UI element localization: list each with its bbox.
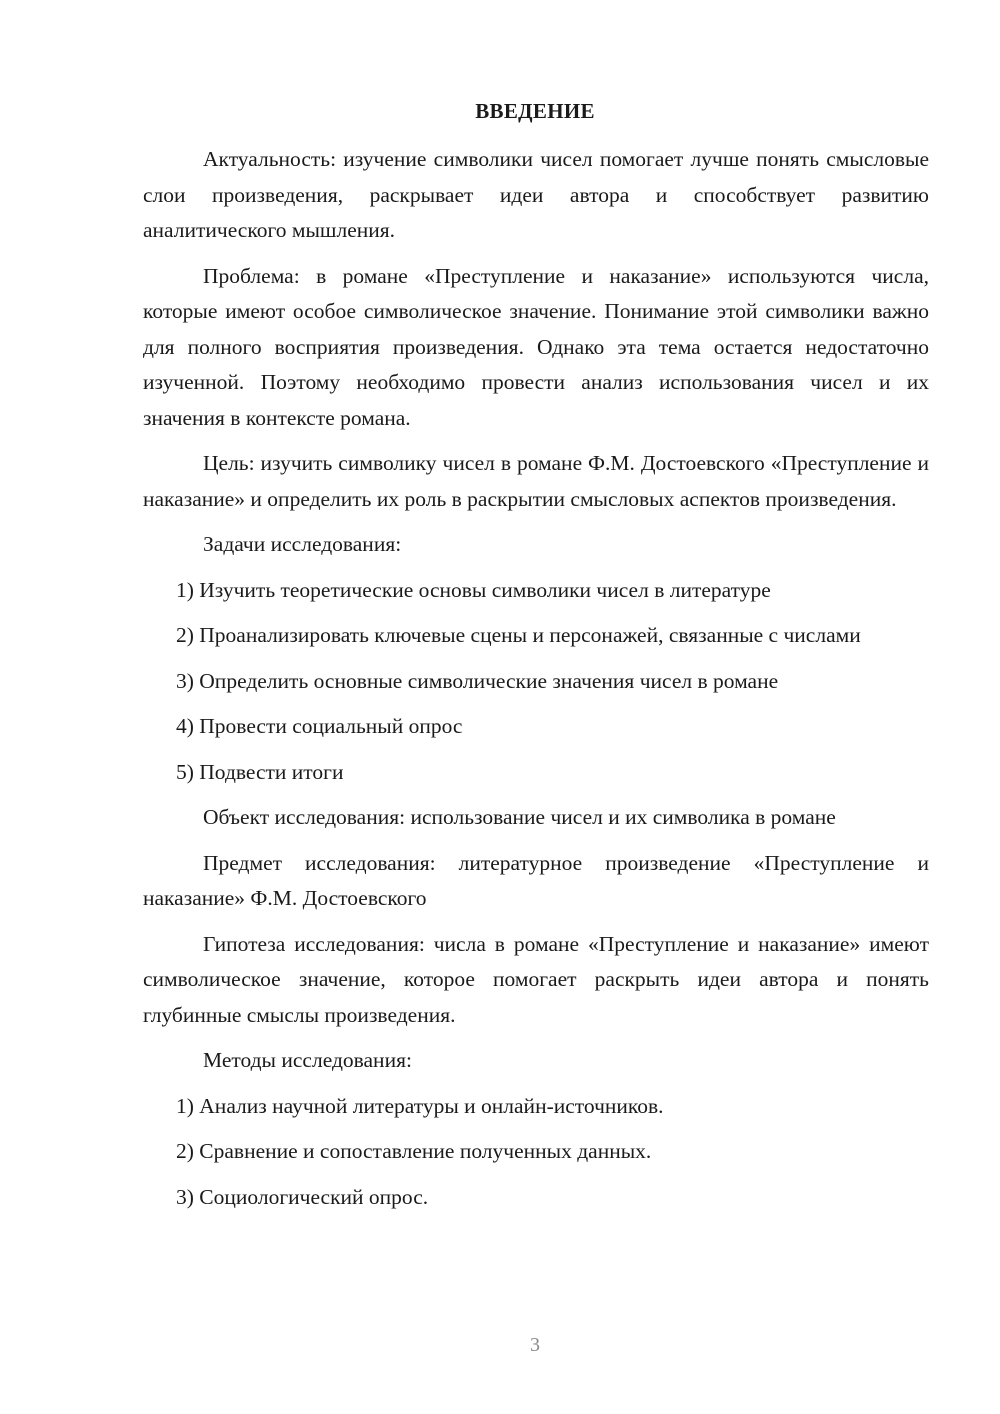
paragraph-subject: Предмет исследования: литературное произведение «Преступление и наказание» Ф.М. Достоевского [143,850,929,910]
task-item-2: 2) Проанализировать ключевые сцены и персонажей, связанные с числами [176,623,861,647]
paragraph-tasks-heading: Задачи исследования: [203,532,402,556]
section-title: ВВЕДЕНИЕ [475,99,595,123]
document-body [143,142,929,1225]
method-item-3: 3) Социологический опрос. [176,1184,429,1209]
paragraph-problem: Проблема: в романе «Преступление и наказание» используются числа, которые имеют особое символическое значение. Понимание этой символики важно для полного восприятия произведения. Однако эта тема остается недостаточно изученной. Поэтому необходимо провести анализ использования чисел и их значения в контексте романа. [143,263,929,430]
paragraph-hypothesis: Гипотеза исследования: числа в романе «Преступление и наказание» имеют символическое значение, которое помогает раскрыть идеи автора и понять глубинные смыслы произведения. [143,931,929,1027]
task-item-5: 5) Подвести итоги [176,759,344,784]
method-item-2: 2) Сравнение и сопоставление полученных данных. [176,1139,652,1163]
task-item-1: 1) Изучить теоретические основы символики чисел в литературе [176,577,771,602]
paragraph-object: Объект исследования: использование чисел и их символика в романе [203,805,836,829]
paragraph-goal: Цель: изучить символику чисел в романе Ф.М. Достоевского «Преступление и наказание» и определить их роль в раскрытии смысловых аспектов произведения. [143,451,929,511]
method-item-1: 1) Анализ научной литературы и онлайн-источников. [176,1093,664,1118]
paragraph-methods-heading: Методы исследования: [203,1048,412,1072]
task-item-3: 3) Определить основные символические значения чисел в романе [176,668,779,693]
task-item-4: 4) Провести социальный опрос [176,714,463,738]
page-number: 3 [530,1334,540,1356]
paragraph-relevance: Актуальность: изучение символики чисел помогает лучше понять смысловые слои произведения, раскрывает идеи автора и способствует развитию аналитического мышления. [143,147,929,242]
